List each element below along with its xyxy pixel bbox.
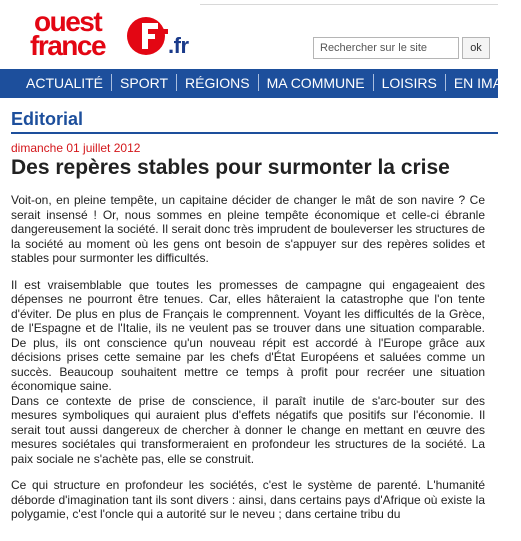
ouest-france-logo[interactable] <box>30 6 200 61</box>
nav-items <box>18 69 521 98</box>
article-date: dimanche 01 juillet 2012 <box>11 141 141 155</box>
nav-item-regions[interactable]: RÉGIONS <box>185 75 250 91</box>
search-input[interactable] <box>313 37 459 59</box>
header-divider <box>200 4 498 5</box>
article-paragraph: Ce qui structure en profondeur les sociétés, c'est le système de parenté. L'humanité déborde d'imagination tant ils sont divers : ainsi, dans certains pays d'Afrique où existe la polygamie, c'est l'oncle qui a autorité sur le neveu ; dans certaine tribu du <box>11 478 485 521</box>
article-paragraph: Il est vraisemblable que toutes les promesses de campagne qui engageaient des dépenses ne pourront être tenues. Car, elles hâteraient la catastrophe que l'on tente d'éviter. De plus en plus de Français le comprennent. Voyant les difficultés de la Grèce, de l'Espagne et de l'Italie, ils ne veulent pas se trouver dans une situation comparable. De plus, ils ont conscience qu'un nouveau répit est accordé à l'Europe grâce aux décisions prises cette semaine par les chefs d'État Européens et saluées comme un succès. Beaucoup souhaitent mettre ce temps à profit pour recréer une situation économique saine. <box>11 277 485 393</box>
logo-emblem-icon <box>126 16 166 56</box>
article-title: Des repères stables pour surmonter la crise <box>11 156 450 179</box>
nav-item-actualite[interactable]: ACTUALITÉ <box>26 75 104 91</box>
article-content <box>0 98 498 541</box>
nav-item-ma-commune[interactable]: MA COMMUNE <box>266 75 365 91</box>
section-title[interactable]: Editorial <box>11 109 84 129</box>
nav-item-sport[interactable]: SPORT <box>120 75 168 91</box>
article-paragraph: Dans ce contexte de prise de conscience, il paraît inutile de s'arc-bouter sur des mesures symboliques qui auraient plus d'effets négatifs que positifs sur l'économie. Il serait tout aussi dangereux de chercher à donner le change en mettant en œuvre des mesures sociétales qui transformeraient en profondeur les structures de la société. La paix sociale ne s'achète pas, elle se construit. <box>11 393 485 466</box>
logo-domain-suffix: .fr <box>168 33 189 58</box>
logo-word-france: france <box>30 30 106 61</box>
article-paragraph: Voit-on, en pleine tempête, un capitaine décider de changer le mât de son navire ? Ce serait insensé ! Or, nous sommes en pleine tempête économique et celle-ci ébranle dangereusement la société. Il serait donc très imprudent de bouleverser les structures de la société au moment où les gens ont besoin de s'appuyer sur des repères solides et stables pour surmonter les difficultés. <box>11 193 485 265</box>
article-body <box>11 193 485 534</box>
search-ok-button[interactable]: ok <box>462 37 490 59</box>
main-navigation <box>0 69 513 98</box>
logo-word-ouest: ouest <box>34 6 102 37</box>
nav-item-loisirs[interactable]: LOISIRS <box>381 75 437 91</box>
section-divider <box>11 132 498 134</box>
nav-item-en-images[interactable]: EN IMAG <box>453 75 513 91</box>
site-header <box>0 0 498 68</box>
